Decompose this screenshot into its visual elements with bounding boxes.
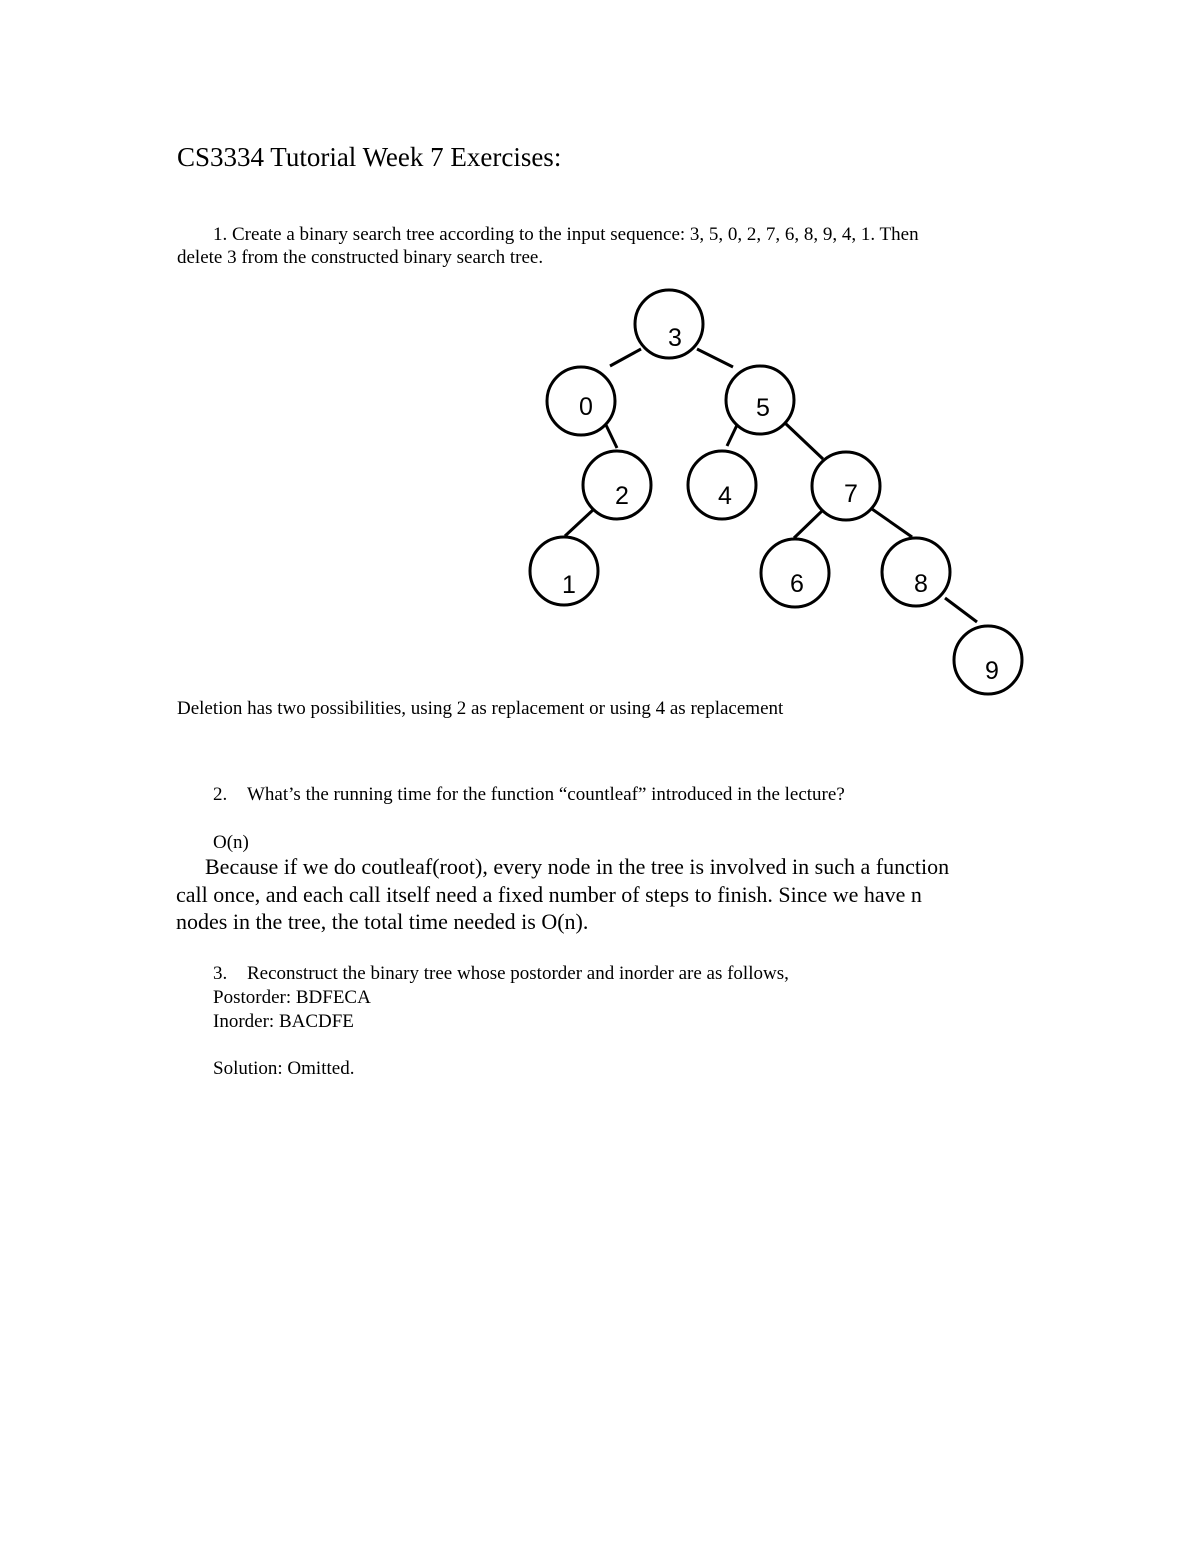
edge-7-6 xyxy=(794,509,824,538)
binary-search-tree-diagram xyxy=(0,0,1200,720)
q3-inorder: Inorder: BACDFE xyxy=(213,1011,354,1032)
page-title: CS3334 Tutorial Week 7 Exercises: xyxy=(177,142,562,172)
node-label-5: 5 xyxy=(756,394,770,422)
node-label-0: 0 xyxy=(579,393,593,421)
q3-postorder: Postorder: BDFECA xyxy=(213,987,371,1008)
edge-8-9 xyxy=(945,598,977,622)
q2-answer: O(n) xyxy=(213,832,249,853)
q3-number: 3. xyxy=(213,963,228,984)
edge-0-2 xyxy=(606,425,617,448)
node-label-3: 3 xyxy=(668,324,682,352)
q2-explanation-line3: nodes in the tree, the total time needed is O(n). xyxy=(176,909,589,934)
node-label-2: 2 xyxy=(615,482,629,510)
node-label-8: 8 xyxy=(914,570,928,598)
q2-question: What’s the running time for the function “countleaf” introduced in the lecture? xyxy=(247,784,845,805)
edge-2-1 xyxy=(565,509,594,536)
q1-text-line2: delete 3 from the constructed binary search tree. xyxy=(177,247,544,268)
node-label-9: 9 xyxy=(985,657,999,685)
q3-question: Reconstruct the binary tree whose postorder and inorder are as follows, xyxy=(247,963,789,984)
node-label-6: 6 xyxy=(790,570,804,598)
node-label-7: 7 xyxy=(844,480,858,508)
edge-7-8 xyxy=(872,509,912,537)
edge-3-0 xyxy=(610,349,641,366)
edge-5-7 xyxy=(785,423,823,459)
q3-solution: Solution: Omitted. xyxy=(213,1058,355,1079)
node-label-1: 1 xyxy=(562,571,576,599)
q2-explanation-line1: Because if we do coutleaf(root), every node in the tree is involved in such a function xyxy=(205,854,950,879)
q1-text-line1: 1. Create a binary search tree according to the input sequence: 3, 5, 0, 2, 7, 6, 8, 9, 4, 1. Then xyxy=(213,224,919,245)
q1-answer: Deletion has two possibilities, using 2 as replacement or using 4 as replacement xyxy=(177,698,784,719)
node-label-4: 4 xyxy=(718,482,732,510)
q2-explanation-line2: call once, and each call itself need a fixed number of steps to finish. Since we have n xyxy=(176,882,922,907)
q2-number: 2. xyxy=(213,784,228,805)
edge-3-5 xyxy=(697,349,733,367)
